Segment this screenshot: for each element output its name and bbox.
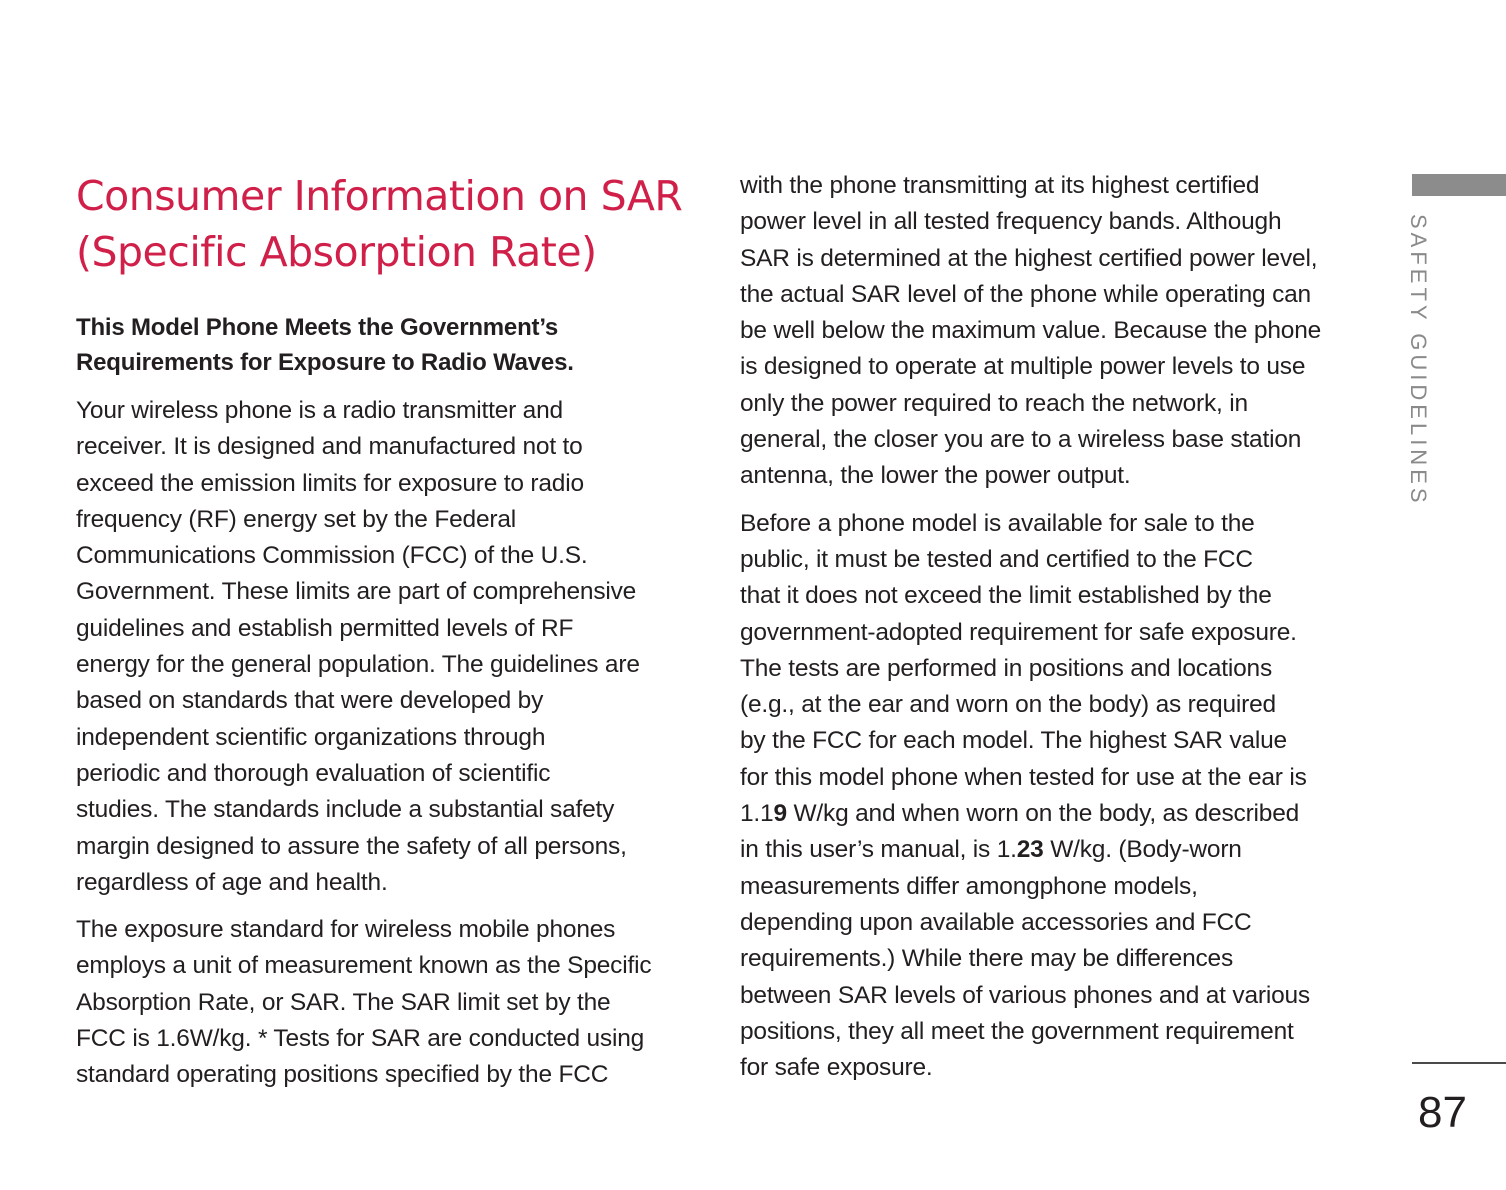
text-line: FCC is 1.6W/kg. * Tests for SAR are conducted using	[76, 1025, 645, 1053]
text-line: for this model phone when tested for use at the ear is	[740, 763, 1307, 791]
ear-sar-value: 9	[773, 800, 787, 828]
text-line: general, the closer you are to a wireless base station	[740, 426, 1302, 454]
section-tab-bar	[1412, 174, 1506, 196]
text-line: regardless of age and health.	[76, 868, 388, 896]
paragraph-wireless-phone	[76, 393, 696, 901]
text-line: frequency (RF) energy set by the Federal	[76, 505, 517, 533]
text-line: government-adopted requirement for safe exposure.	[740, 618, 1297, 646]
text-line: public, it must be tested and certified to the FCC	[740, 545, 1253, 573]
text-line: Your wireless phone is a radio transmitter and	[76, 397, 563, 424]
text-line: by the FCC for each model. The highest SAR value	[740, 727, 1287, 755]
ear-sar-line	[740, 796, 1370, 832]
text-line: for safe exposure.	[740, 1054, 933, 1082]
paragraph-fcc-testing	[740, 506, 1370, 1087]
ear-sar-prefix: 1.1	[740, 800, 774, 828]
subheading-line: This Model Phone Meets the Government’s	[76, 314, 559, 341]
text-line: Before a phone model is available for sale to the	[740, 509, 1255, 537]
text-line: Communications Commission (FCC) of the U.S.	[76, 542, 588, 570]
text-line: with the phone transmitting at its highest certified	[740, 172, 1260, 199]
text-line: (e.g., at the ear and worn on the body) as required	[740, 691, 1276, 719]
text-line: requirements.) While there may be differences	[740, 945, 1234, 973]
text-line: guidelines and establish permitted levels of RF	[76, 614, 574, 642]
text-line: SAR is determined at the highest certified power level,	[740, 244, 1318, 272]
subheading	[76, 310, 696, 380]
text-line: receiver. It is designed and manufactured not to	[76, 433, 583, 461]
page-title-line-1: Consumer Information on SAR	[76, 172, 683, 220]
section-label: SAFETY GUIDELINES	[1406, 214, 1431, 507]
text-line: is designed to operate at multiple power levels to use	[740, 353, 1306, 381]
left-column	[76, 310, 696, 1105]
text-line: depending upon available accessories and FCC	[740, 908, 1252, 936]
text-line: be well below the maximum value. Because the phone	[740, 317, 1322, 345]
paragraph-transmitting	[740, 168, 1370, 495]
text-line: employs a unit of measurement known as the Specific	[76, 952, 652, 980]
page-title-line-2: (Specific Absorption Rate)	[76, 228, 597, 276]
body-sar-line	[740, 832, 1370, 868]
text-line: exceed the emission limits for exposure to radio	[76, 469, 584, 497]
text-line: The tests are performed in positions and locations	[740, 654, 1273, 682]
text-line: power level in all tested frequency bands. Although	[740, 208, 1282, 236]
paragraph-exposure-standard	[76, 912, 696, 1093]
text-line: the actual SAR level of the phone while operating can	[740, 280, 1311, 308]
subheading-line: Requirements for Exposure to Radio Waves.	[76, 349, 574, 376]
body-sar-suffix: W/kg. (Body-worn	[1043, 836, 1242, 864]
text-line: antenna, the lower the power output.	[740, 462, 1131, 490]
page-number: 87	[1418, 1088, 1467, 1137]
text-line: energy for the general population. The guidelines are	[76, 651, 640, 679]
right-column	[740, 168, 1370, 1097]
text-line: independent scientific organizations through	[76, 723, 546, 751]
text-line: only the power required to reach the network, in	[740, 389, 1248, 417]
text-line: The exposure standard for wireless mobile phones	[76, 916, 616, 944]
text-line: margin designed to assure the safety of all persons,	[76, 832, 627, 860]
text-line: positions, they all meet the government requirement	[740, 1017, 1294, 1045]
ear-sar-suffix: W/kg and when worn on the body, as described	[786, 800, 1300, 828]
text-line: measurements differ amongphone models,	[740, 872, 1198, 900]
page-number-divider	[1412, 1062, 1506, 1064]
text-line: that it does not exceed the limit established by the	[740, 582, 1272, 610]
body-sar-value: 23	[1016, 836, 1044, 864]
text-line: between SAR levels of various phones and at various	[740, 981, 1310, 1009]
text-line: standard operating positions specified by the FCC	[76, 1061, 609, 1089]
page-title	[76, 168, 696, 280]
text-line: based on standards that were developed by	[76, 687, 544, 715]
text-line: periodic and thorough evaluation of scientific	[76, 759, 551, 787]
text-line: studies. The standards include a substantial safety	[76, 796, 615, 824]
text-line: Absorption Rate, or SAR. The SAR limit set by the	[76, 988, 611, 1016]
text-line: Government. These limits are part of comprehensive	[76, 578, 637, 606]
body-sar-prefix: in this user’s manual, is 1.	[740, 836, 1017, 864]
